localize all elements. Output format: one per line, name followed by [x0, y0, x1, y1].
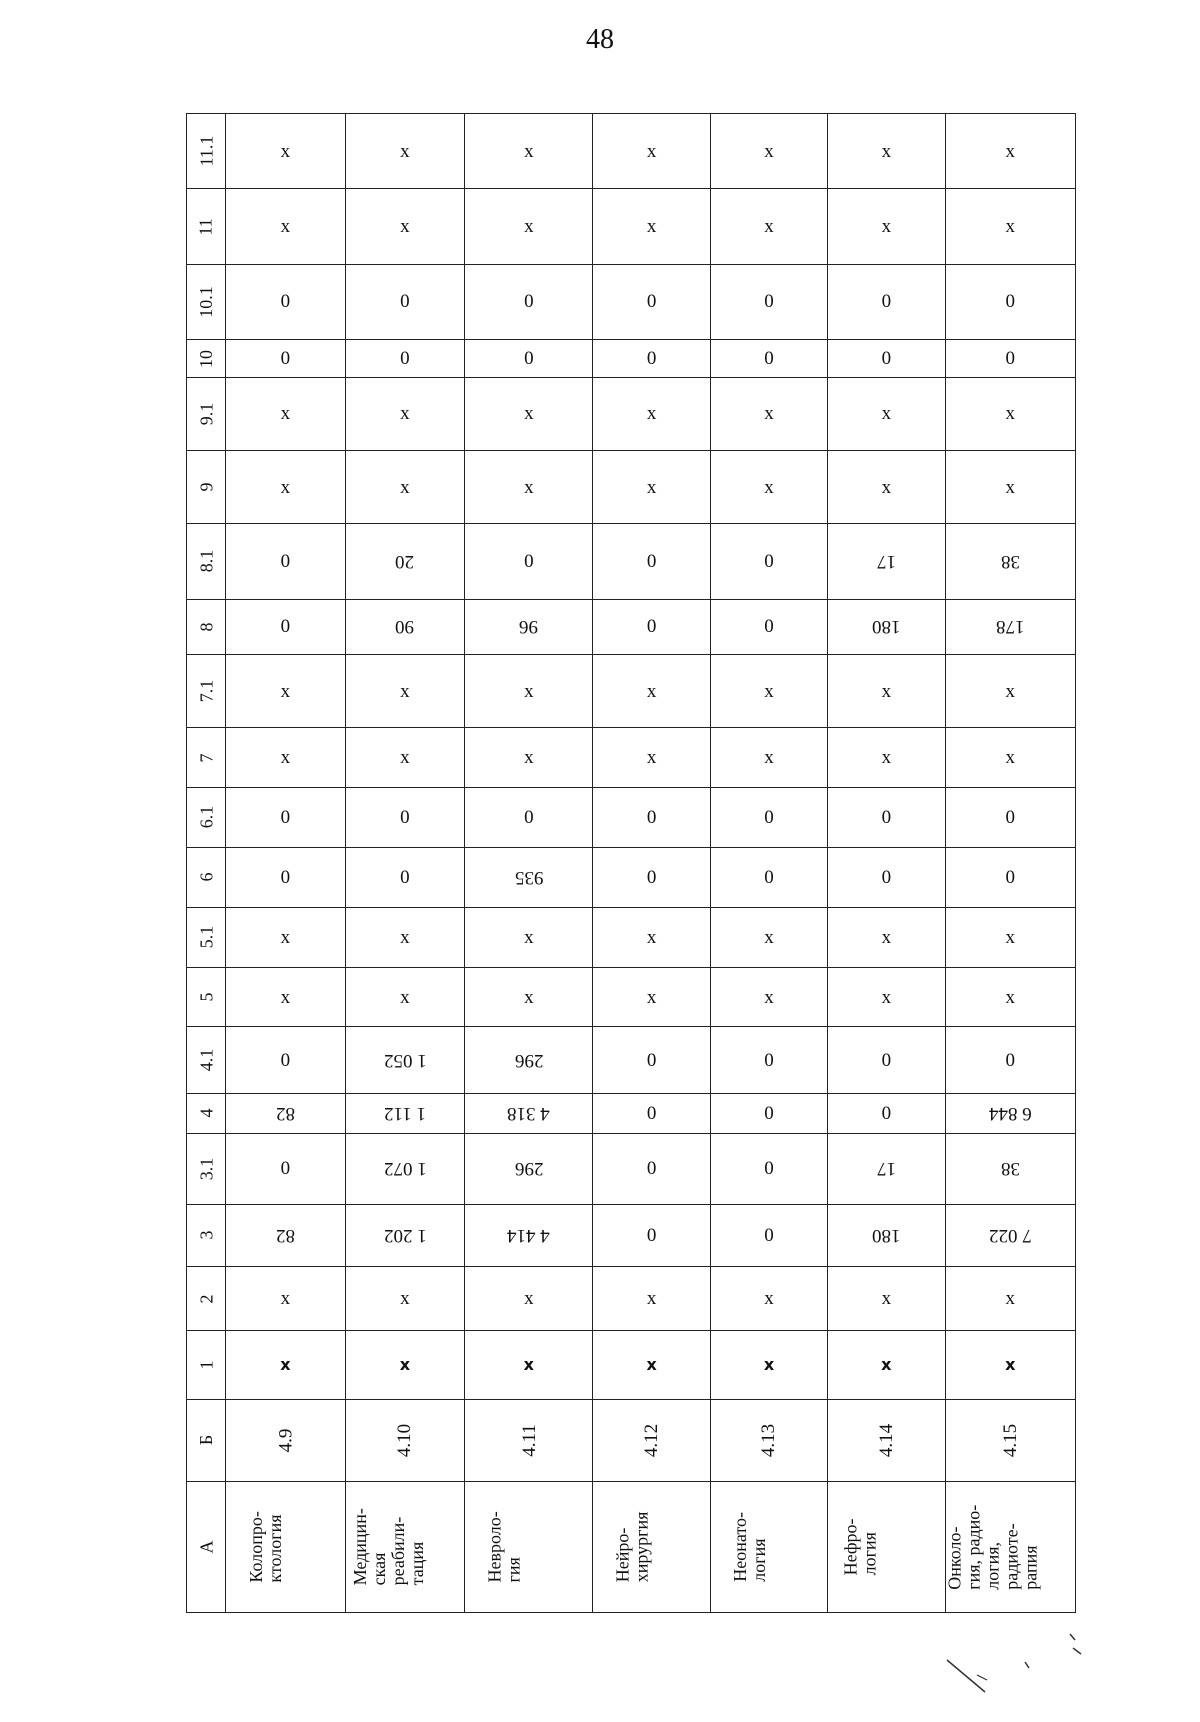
- row-code-cell: 4.10: [345, 1399, 465, 1481]
- table-cell: x: [465, 1266, 593, 1330]
- table-cell: x: [593, 967, 710, 1027]
- table-cell: x: [226, 1266, 346, 1330]
- table-cell: 38: [945, 524, 1075, 599]
- table-row: [187, 655, 1076, 728]
- table-cell: 296: [465, 1133, 593, 1204]
- table-cell: x: [345, 655, 465, 728]
- table-cell: x: [945, 451, 1075, 524]
- data-table: [186, 113, 1076, 1613]
- table-cell: 90: [345, 599, 465, 654]
- table-cell: x: [465, 655, 593, 728]
- column-header: 11: [187, 189, 226, 264]
- table-cell: 0: [226, 599, 346, 654]
- table-cell: 0: [710, 1027, 827, 1094]
- table-cell: 0: [465, 524, 593, 599]
- column-header: 3.1: [187, 1133, 226, 1204]
- table-cell: x: [710, 1266, 827, 1330]
- table-cell: x: [945, 377, 1075, 450]
- table-cell: x: [945, 967, 1075, 1027]
- table-cell: 0: [593, 1204, 710, 1266]
- table-row: [187, 788, 1076, 848]
- table-row: [187, 340, 1076, 378]
- table-cell: x: [593, 655, 710, 728]
- row-name-cell: Нефро- логия: [828, 1482, 945, 1613]
- table-cell: 0: [945, 264, 1075, 339]
- table-cell: x: [345, 377, 465, 450]
- table-cell: x: [710, 451, 827, 524]
- table-row: [187, 114, 1076, 189]
- table-cell: 4 414: [465, 1204, 593, 1266]
- table-cell: 0: [828, 847, 945, 907]
- table-cell: 0: [226, 1133, 346, 1204]
- table-cell: x: [828, 377, 945, 450]
- table-cell: 0: [593, 1094, 710, 1134]
- row-code-cell: 4.12: [593, 1399, 710, 1481]
- table-cell: x: [465, 728, 593, 788]
- table-cell: 0: [465, 264, 593, 339]
- table-cell: x: [345, 728, 465, 788]
- table-cell: 0: [593, 1027, 710, 1094]
- table-cell: x: [345, 967, 465, 1027]
- table-row: [187, 377, 1076, 450]
- table-cell: 0: [710, 264, 827, 339]
- table-row: [187, 967, 1076, 1027]
- table-cell: x: [828, 728, 945, 788]
- table-cell: 38: [945, 1133, 1075, 1204]
- table-cell: 4 318: [465, 1094, 593, 1134]
- table-cell: 0: [828, 788, 945, 848]
- column-header: Б: [187, 1399, 226, 1481]
- table-cell: x: [226, 907, 346, 967]
- table-cell: 0: [945, 1027, 1075, 1094]
- row-code-cell: 4.15: [945, 1399, 1075, 1481]
- column-header: 4.1: [187, 1027, 226, 1094]
- table-cell: x: [465, 114, 593, 189]
- table-cell: x: [345, 114, 465, 189]
- column-header: 10: [187, 340, 226, 378]
- table-cell: 935: [465, 847, 593, 907]
- table-cell: 0: [465, 340, 593, 378]
- table-cell: 180: [828, 599, 945, 654]
- table-cell: x: [345, 907, 465, 967]
- column-header: А: [187, 1482, 226, 1613]
- row-name-cell: Невроло- гия: [465, 1482, 593, 1613]
- row-name-cell: Колопро- ктология: [226, 1482, 346, 1613]
- table-cell: 0: [593, 788, 710, 848]
- table-cell: x: [465, 377, 593, 450]
- table-row: [187, 1027, 1076, 1094]
- table-cell: 0: [345, 264, 465, 339]
- table-cell: 0: [828, 340, 945, 378]
- table-cell: x: [828, 114, 945, 189]
- table-cell: 82: [226, 1204, 346, 1266]
- table-cell: x: [593, 907, 710, 967]
- table-row: [187, 907, 1076, 967]
- table-cell: x: [710, 655, 827, 728]
- table-cell: 17: [828, 524, 945, 599]
- column-header: 2: [187, 1266, 226, 1330]
- table-cell: x: [710, 907, 827, 967]
- column-header: 9.1: [187, 377, 226, 450]
- column-header: 7: [187, 728, 226, 788]
- row-name-cell: Неонато- логия: [710, 1482, 827, 1613]
- table-cell: 180: [828, 1204, 945, 1266]
- table-cell: 0: [226, 847, 346, 907]
- row-name-cell: Нейро- хирургия: [593, 1482, 710, 1613]
- table-cell: x: [593, 377, 710, 450]
- table-cell: x: [710, 377, 827, 450]
- table-cell: 0: [710, 599, 827, 654]
- table-cell: x: [465, 451, 593, 524]
- table-cell: x: [226, 728, 346, 788]
- table-cell: x: [345, 451, 465, 524]
- table-cell: 0: [226, 264, 346, 339]
- table-row: [187, 1094, 1076, 1134]
- table-cell: 0: [345, 788, 465, 848]
- table-cell: x: [226, 114, 346, 189]
- table-row: [187, 264, 1076, 339]
- table-cell: 17: [828, 1133, 945, 1204]
- row-code-cell: 4.14: [828, 1399, 945, 1481]
- table-cell: 0: [593, 340, 710, 378]
- table-row: [187, 1482, 1076, 1613]
- table-cell: 0: [226, 788, 346, 848]
- table-cell: 0: [710, 847, 827, 907]
- table-cell: 178: [945, 599, 1075, 654]
- column-header: 4: [187, 1094, 226, 1134]
- table-cell: x: [345, 1266, 465, 1330]
- table-cell: x: [465, 1331, 593, 1400]
- column-header: 10.1: [187, 264, 226, 339]
- table-cell: x: [945, 114, 1075, 189]
- table-cell: x: [226, 967, 346, 1027]
- table-cell: 96: [465, 599, 593, 654]
- table-cell: 7 022: [945, 1204, 1075, 1266]
- table-cell: 0: [593, 264, 710, 339]
- column-header: 1: [187, 1331, 226, 1400]
- table-cell: x: [593, 114, 710, 189]
- table-cell: 0: [226, 1027, 346, 1094]
- table-cell: x: [828, 1266, 945, 1330]
- table-cell: x: [345, 1331, 465, 1400]
- table-cell: 0: [710, 1204, 827, 1266]
- column-header: 5.1: [187, 907, 226, 967]
- column-header: 3: [187, 1204, 226, 1266]
- table-cell: x: [226, 451, 346, 524]
- table-cell: x: [828, 655, 945, 728]
- table-cell: 0: [710, 340, 827, 378]
- table-cell: 0: [710, 788, 827, 848]
- data-table-container: [186, 113, 1076, 1613]
- table-cell: 296: [465, 1027, 593, 1094]
- table-cell: 0: [828, 264, 945, 339]
- table-cell: 1 112: [345, 1094, 465, 1134]
- table-row: [187, 847, 1076, 907]
- table-cell: 0: [593, 599, 710, 654]
- table-cell: x: [465, 189, 593, 264]
- table-cell: 0: [945, 788, 1075, 848]
- table-row: [187, 1266, 1076, 1330]
- column-header: 5: [187, 967, 226, 1027]
- page-number: 48: [586, 24, 614, 55]
- table-cell: x: [945, 1331, 1075, 1400]
- table-cell: 1 052: [345, 1027, 465, 1094]
- table-row: [187, 728, 1076, 788]
- table-cell: 0: [345, 340, 465, 378]
- table-cell: x: [710, 114, 827, 189]
- table-cell: x: [593, 728, 710, 788]
- table-cell: x: [593, 189, 710, 264]
- table-cell: 0: [828, 1094, 945, 1134]
- table-cell: x: [465, 907, 593, 967]
- table-row: [187, 1133, 1076, 1204]
- column-header: 9: [187, 451, 226, 524]
- column-header: 8: [187, 599, 226, 654]
- table-row: [187, 189, 1076, 264]
- table-cell: 0: [945, 847, 1075, 907]
- table-row: [187, 599, 1076, 654]
- pen-marks: [945, 1620, 1095, 1700]
- table-cell: 0: [710, 1094, 827, 1134]
- table-cell: x: [945, 655, 1075, 728]
- table-cell: x: [593, 451, 710, 524]
- column-header: 6: [187, 847, 226, 907]
- table-cell: x: [226, 189, 346, 264]
- table-cell: 0: [593, 1133, 710, 1204]
- table-cell: x: [828, 189, 945, 264]
- table-cell: 20: [345, 524, 465, 599]
- row-name-cell: Медицин- ская реабили- тация: [345, 1482, 465, 1613]
- table-row: [187, 1331, 1076, 1400]
- column-header: 11.1: [187, 114, 226, 189]
- table-cell: x: [345, 189, 465, 264]
- table-cell: x: [226, 655, 346, 728]
- table-cell: 0: [828, 1027, 945, 1094]
- row-name-cell: Онколо- гия, радио- логия, радиоте- рапия: [945, 1482, 1075, 1613]
- table-cell: 0: [345, 847, 465, 907]
- table-cell: x: [593, 1331, 710, 1400]
- table-cell: 82: [226, 1094, 346, 1134]
- row-code-cell: 4.9: [226, 1399, 346, 1481]
- column-header: 8.1: [187, 524, 226, 599]
- table-cell: x: [828, 967, 945, 1027]
- column-header: 7.1: [187, 655, 226, 728]
- table-cell: x: [828, 1331, 945, 1400]
- row-code-cell: 4.13: [710, 1399, 827, 1481]
- table-row: [187, 1204, 1076, 1266]
- table-cell: x: [465, 967, 593, 1027]
- table-cell: x: [593, 1266, 710, 1330]
- table-cell: 0: [226, 340, 346, 378]
- table-row: [187, 524, 1076, 599]
- table-cell: 6 844: [945, 1094, 1075, 1134]
- table-cell: x: [710, 967, 827, 1027]
- table-cell: x: [710, 189, 827, 264]
- table-cell: x: [945, 728, 1075, 788]
- table-cell: 0: [593, 524, 710, 599]
- table-cell: x: [945, 189, 1075, 264]
- table-cell: x: [945, 1266, 1075, 1330]
- table-cell: x: [828, 451, 945, 524]
- table-cell: x: [945, 907, 1075, 967]
- table-cell: x: [828, 907, 945, 967]
- table-cell: 0: [710, 1133, 827, 1204]
- table-cell: 0: [465, 788, 593, 848]
- table-cell: x: [710, 728, 827, 788]
- column-header: 6.1: [187, 788, 226, 848]
- row-code-cell: 4.11: [465, 1399, 593, 1481]
- table-cell: 0: [945, 340, 1075, 378]
- table-row: [187, 451, 1076, 524]
- table-cell: 0: [226, 524, 346, 599]
- table-cell: x: [226, 377, 346, 450]
- table-cell: x: [710, 1331, 827, 1400]
- table-cell: 1 202: [345, 1204, 465, 1266]
- table-cell: x: [226, 1331, 346, 1400]
- table-cell: 0: [593, 847, 710, 907]
- table-row: [187, 1399, 1076, 1481]
- table-cell: 1 072: [345, 1133, 465, 1204]
- table-cell: 0: [710, 524, 827, 599]
